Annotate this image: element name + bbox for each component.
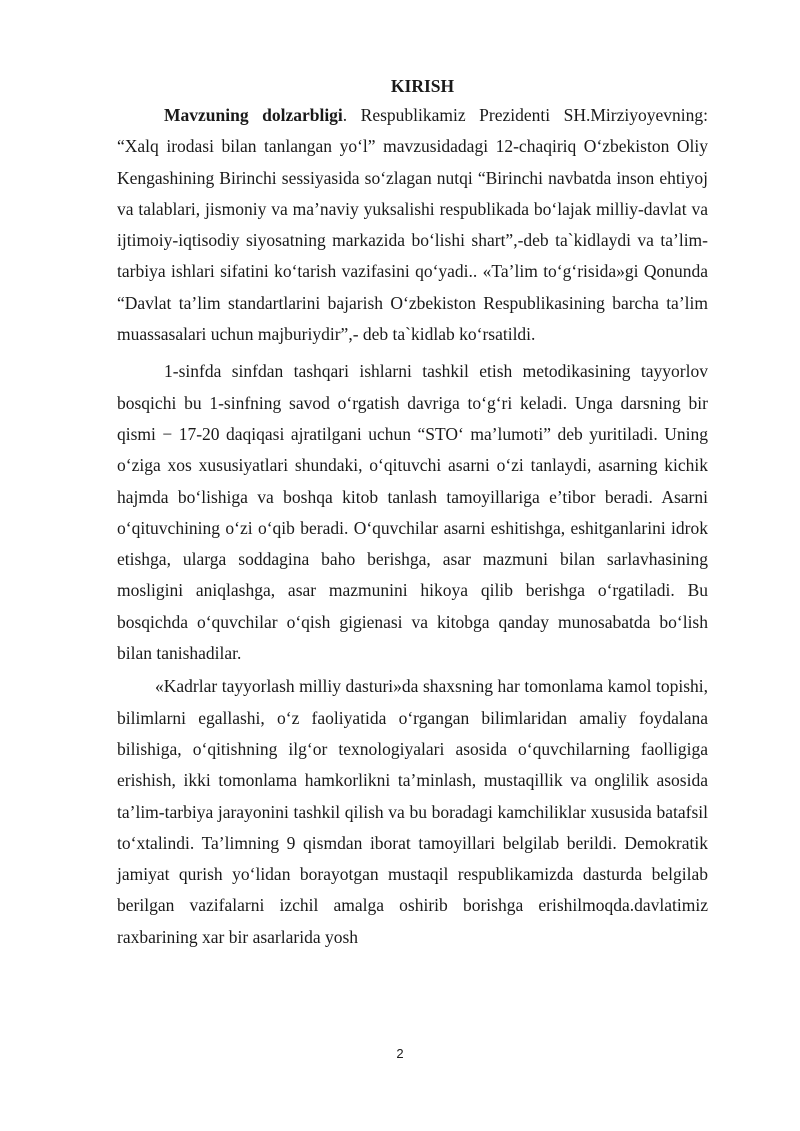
paragraph-text: . Respublikamiz Prezidenti SH.Mirziyoyevning: “Xalq irodasi bilan tanlangan yo‘l” mavzusidadagi 12-chaqiriq O‘zbekiston Oliy Kengashining Birinchi sessiyasida so‘zlagan nutqi “Birinchi navbatda inson ehtiyoj va talablari, jismoniy va ma’naviy yuksalishi respublikada bo‘lajak milliy-davlat va ijtimoiy-iqtisodiy siyosatning markazida bo‘lishi shart”,-deb ta`kidlaydi va ta’lim-tarbiya ishlari sifatini ko‘tarish vazifasini qo‘yadi.. «Ta’lim to‘g‘risida»gi Qonunda “Davlat ta’lim standartlarini bajarish O‘zbekiston Respublikasining barcha ta’lim muassasalari uchun majburiydir”,- deb ta`kidlab ko‘rsatildi.	[117, 105, 708, 345]
paragraph-lead: Mavzuning dolzarbligi	[164, 105, 343, 125]
section-title: KIRISH	[390, 76, 455, 96]
paragraph-relevance	[117, 100, 708, 350]
paragraph-methodology: 1-sinfda sinfdan tashqari ishlarni tashkil etish metodikasining tayyorlov bosqichi bu 1-sinfning savod o‘rgatish davriga to‘g‘ri keladi. Unga darsning bir qismi − 17-20 daqiqasi ajratilgani uchun “STO‘ ma’lumoti” deb yuritiladi. Uning o‘ziga xos xususiyatlari shundaki, o‘qituvchi asarni o‘zi tanlaydi, asarning kichik hajmda bo‘lishiga va boshqa kitob tanlash tamoyillariga e’tibor beradi. Asarni o‘qituvchining o‘zi o‘qib beradi. O‘quvchilar asarni eshitishga, eshitganlarini idrok etishga, ularga soddagina baho berishga, asar mazmuni bilan sarlavhasining mosligini aniqlashga, asar mazmunini hikoya qilib berishga o‘rgatiladi. Bu bosqichda o‘quvchilar o‘qish gigienasi va kitobga qanday munosabatda bo‘lish bilan tanishadilar.	[117, 361, 708, 664]
page-number: 2	[396, 1046, 404, 1061]
page-content	[117, 72, 708, 953]
paragraph-program: «Kadrlar tayyorlash milliy dasturi»da shaxsning har tomonlama kamol topishi, bilimlarni egallashi, o‘z faoliyatida o‘rgangan bilimlaridan amaliy foydalana bilishiga, o‘qitishning ilg‘or texnologiyalari asosida o‘quvchilarning faolligiga erishish, ikki tomonlama hamkorlikni ta’minlash, mustaqillik va onglilik asosida ta’lim-tarbiya jarayonini tashkil qilish va bu boradagi kamchiliklar xususida batafsil to‘xtalindi. Ta’limning 9 qismdan iborat tamoyillari belgilab berildi. Demokratik jamiyat qurish yo‘lidan borayotgan mustaqil respublikamizda dasturda belgilab berilgan vazifalarni izchil amalga oshirib borishga erishilmoqda.davlatimiz raxbarining xar bir asarlarida yosh	[117, 676, 708, 947]
